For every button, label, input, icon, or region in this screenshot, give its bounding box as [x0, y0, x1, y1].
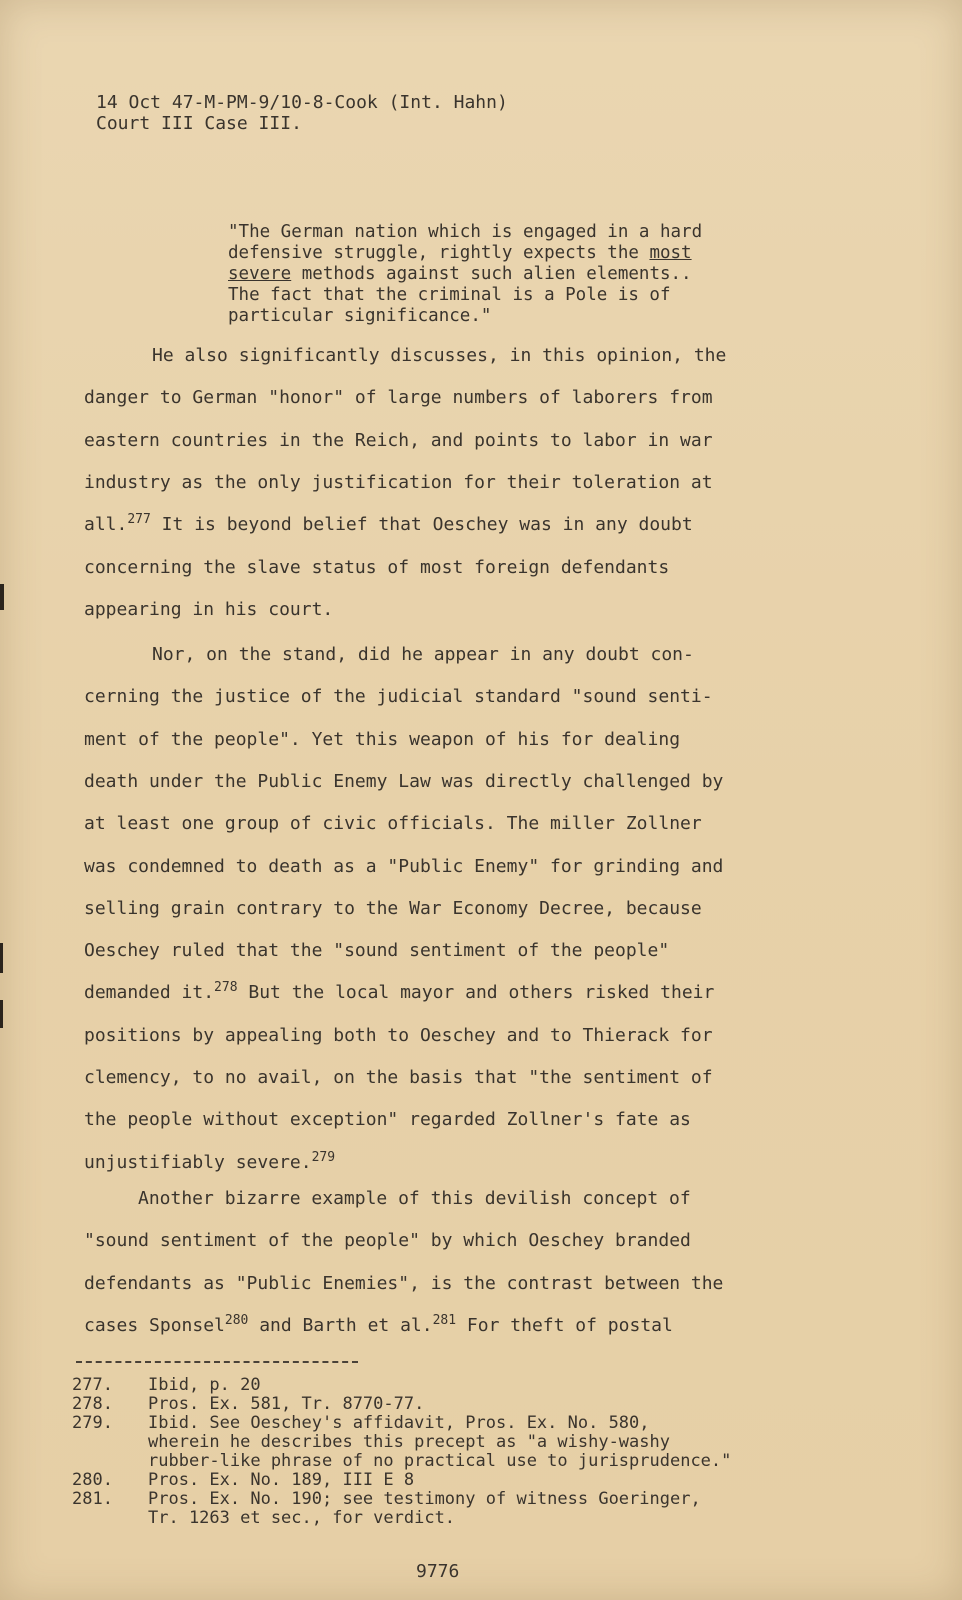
text-run: all.	[84, 514, 128, 536]
header-line: 14 Oct 47-M-PM-9/10-8-Cook (Int. Hahn)	[96, 92, 508, 113]
paragraph-line: at least one group of civic officials. The miller Zollner	[84, 813, 702, 835]
footnote-line: wherein he describes this precept as "a wishy-washy	[148, 1432, 670, 1452]
paragraph-line	[84, 514, 693, 535]
paragraph-line: Nor, on the stand, did he appear in any doubt con-	[152, 644, 694, 665]
quote-line: particular significance."	[228, 306, 492, 326]
header-line: Court III Case III.	[96, 113, 302, 134]
quote-line: The fact that the criminal is a Pole is of	[228, 285, 671, 305]
text-run: and Barth et al.	[248, 1314, 433, 1336]
paragraph-line: appearing in his court.	[84, 598, 334, 620]
text-run: unjustifiably severe.	[84, 1151, 312, 1173]
document-header	[96, 92, 508, 134]
footnote-line: Pros. Ex. No. 189, III E 8	[148, 1470, 415, 1490]
page-number: 9776	[416, 1561, 460, 1582]
text-run: demanded it.	[84, 982, 215, 1004]
footnote-number: 277.	[72, 1375, 113, 1395]
footnote-ref: 277	[127, 512, 151, 528]
paragraph-line: concerning the slave status of most foreign defendants	[84, 556, 670, 578]
text-run: But the local mayor and others risked their	[237, 982, 715, 1004]
paragraph-line: selling grain contrary to the War Economy Decree, because	[84, 897, 702, 919]
paragraph-line: the people without exception" regarded Zollner's fate as	[84, 1109, 691, 1131]
footnote-line: Ibid. See Oeschey's affidavit, Pros. Ex. No. 580,	[148, 1413, 650, 1433]
block-quote	[228, 222, 828, 327]
footnote-line: Tr. 1263 et sec., for verdict.	[148, 1508, 456, 1528]
paragraph-line: cerning the justice of the judicial standard "sound senti-	[84, 686, 713, 708]
paragraph-line: was condemned to death as a "Public Enemy" for grinding and	[84, 855, 724, 877]
footnote	[72, 1471, 731, 1490]
paragraph-line: danger to German "honor" of large numbers of laborers from	[84, 387, 713, 409]
paragraph-line: industry as the only justification for their toleration at	[84, 471, 713, 493]
footnote-ref: 279	[311, 1149, 336, 1165]
footnote	[72, 1490, 731, 1528]
edge-mark	[0, 1000, 3, 1028]
footnotes	[72, 1376, 731, 1528]
quote-line: defensive struggle, rightly expects the most	[228, 243, 692, 263]
footnote-line: Pros. Ex. No. 190; see testimony of witness Goeringer,	[148, 1489, 701, 1509]
edge-mark	[0, 584, 4, 610]
footnote	[72, 1395, 731, 1414]
footnote-ref: 278	[214, 980, 238, 996]
edge-mark	[0, 943, 3, 973]
paragraph-line	[84, 982, 714, 1003]
paragraph-line	[84, 1149, 336, 1173]
footnote-line: Ibid, p. 20	[148, 1375, 261, 1395]
quote-line: severe methods against such alien elements..	[228, 264, 692, 284]
footnote-number: 278.	[72, 1394, 113, 1414]
footnote-ref: 281	[432, 1312, 457, 1328]
paragraph-line: death under the Public Enemy Law was directly challenged by	[84, 770, 724, 792]
footnote-line: rubber-like phrase of no practical use to jurisprudence."	[148, 1451, 732, 1471]
paragraph-line: "sound sentiment of the people" by which Oeschey branded	[84, 1230, 691, 1252]
footnote	[72, 1376, 731, 1395]
footnote-line: Pros. Ex. 581, Tr. 8770-77.	[148, 1394, 425, 1414]
paragraph-line: Another bizarre example of this devilish concept of	[138, 1188, 691, 1209]
paragraph-line: clemency, to no avail, on the basis that "the sentiment of	[84, 1067, 713, 1088]
paragraph-line: He also significantly discusses, in this opinion, the	[152, 345, 727, 366]
paragraph-line: Oeschey ruled that the "sound sentiment of the people"	[84, 940, 670, 962]
text-run: For theft of postal	[456, 1314, 673, 1336]
paragraph-line	[84, 1312, 673, 1336]
footnote-number: 280.	[72, 1470, 113, 1490]
footnote-separator	[76, 1361, 358, 1363]
quote-line: "The German nation which is engaged in a hard	[228, 222, 703, 242]
footnote-ref: 280	[224, 1312, 249, 1328]
paragraph-line: eastern countries in the Reich, and points to labor in war	[84, 429, 713, 451]
text-run: cases Sponsel	[84, 1314, 225, 1336]
footnote-number: 279.	[72, 1413, 113, 1433]
footnote-number: 281.	[72, 1489, 113, 1509]
paragraph-line: positions by appealing both to Oeschey and to Thierack for	[84, 1024, 713, 1046]
paragraph-line: defendants as "Public Enemies", is the contrast between the	[84, 1272, 724, 1294]
text-run: It is beyond belief that Oeschey was in any doubt	[150, 514, 693, 536]
footnote	[72, 1414, 731, 1471]
paragraph-line: ment of the people". Yet this weapon of his for dealing	[84, 728, 681, 750]
